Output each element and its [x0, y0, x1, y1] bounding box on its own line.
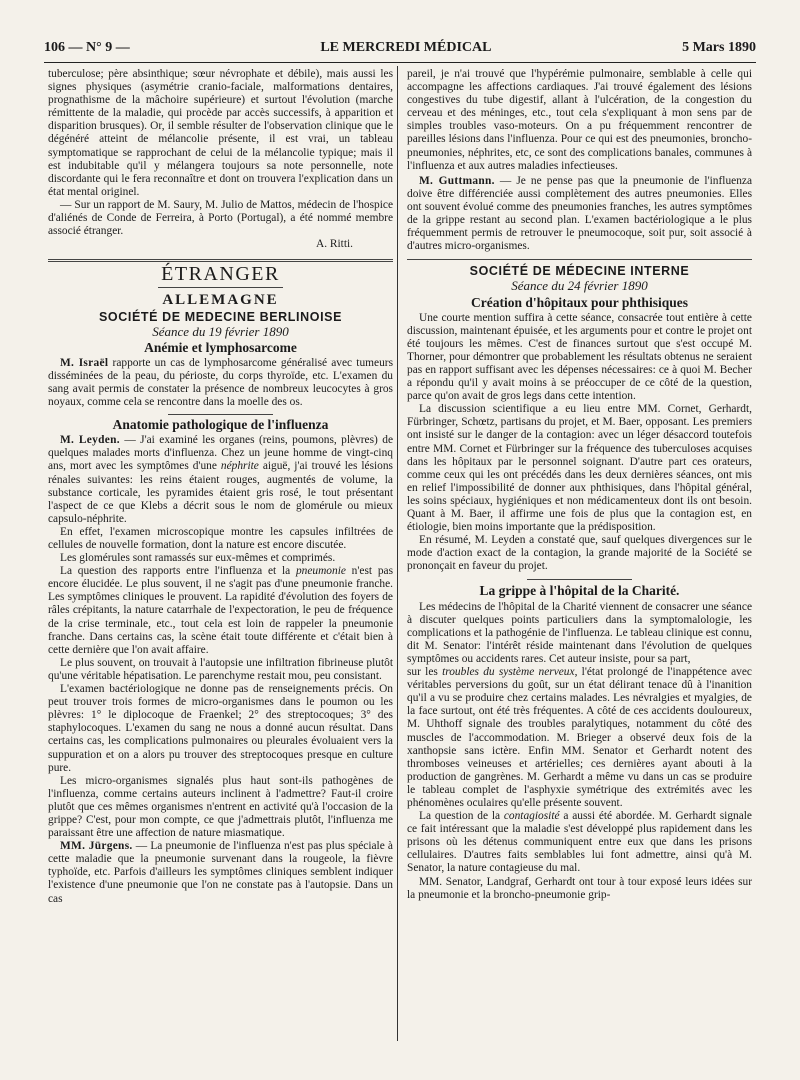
paragraph-text: aiguë, j'ai trouvé les lésions rénales suivantes: les reins étaient rouges, augmentés de volume, la substance corticale, les pyramides étaient gris rosé, le tout présentant l'aspect de ce que Klebs a décrit sous le nom de glomérule ou mieux capsulo-néphrite.: [48, 460, 393, 525]
left-column: [48, 68, 393, 906]
paragraph: Les médecins de l'hôpital de la Charité viennent de consacrer une séance à discuter quelques points particuliers dans la symptomalologie, les complications et la pathogénie de l'influenza. Le tableau clinique est connu, dit M. Senator: l'intérêt réside maintenant dans l'évolution de quelques symptômes ou accidents rares. Cet auteur insiste, pour sa part,: [407, 600, 752, 665]
paragraph: En résumé, M. Leyden a constaté que, sauf quelques divergences sur le mode d'action exact de la contagion, la grande majorité de la Société se prononçait en faveur du projet.: [407, 534, 752, 573]
paragraph: Le plus souvent, on trouvait à l'autopsie une infiltration fibrineuse plutôt qu'une véritable hépatisation. Le parenchyme restait mou, peu consistant.: [48, 656, 393, 682]
paragraph: — Sur un rapport de M. Saury, M. Julio de Mattos, médecin de l'hospice d'aliénés de Conde de Ferreira, à Porto (Portugal), a été nommé membre associé étranger.: [48, 198, 393, 238]
section-rule: [407, 259, 752, 260]
issue-date: 5 Mars 1890: [682, 40, 756, 55]
column-divider: [397, 66, 398, 1041]
article-title: La grippe à l'hôpital de la Charité.: [479, 583, 680, 599]
paragraph-text: La question des rapports entre l'influenza et la: [60, 565, 296, 578]
paragraph: pareil, je n'ai trouvé que l'hypérémie pulmonaire, semblable à celle qui accompagne les affections cardiaques. J'ai trouvé également des lésions congestives du tube digestif, allant à l'ulcération, de la congestion du cerveau et des méninges, etc., tout cela s'expliquant à mon sens par de simples troubles vaso-moteurs. On a pu fréquemment rencontrer de pareilles lésions dans l'influenza. Pour ce qui est des pneumonies, broncho-pneumonies, néphrites, etc, ce sont des complications banales, communes à l'influenza et aux autres maladies infectieuses.: [407, 68, 752, 172]
title-rule: [158, 287, 283, 288]
article-title: Anatomie pathologique de l'influenza: [112, 417, 329, 433]
paragraph: Les glomérules sont ramassés sur eux-mêmes et comprimés.: [60, 552, 336, 565]
right-column: [407, 68, 752, 902]
country-title: ALLEMAGNE: [162, 292, 279, 309]
running-head: [44, 40, 756, 62]
speaker-name: MM. Jürgens.: [60, 840, 133, 853]
session-date: Séance du 24 février 1890: [511, 278, 648, 294]
speaker-name: M. Leyden.: [60, 434, 120, 447]
paragraph: MM. Senator, Landgraf, Gerhardt ont tour à tour exposé leurs idées sur la pneumonie et la broncho-pneumonie grip-: [407, 875, 752, 901]
paragraph-text: sur les: [407, 666, 443, 679]
speaker-name: M. Israël: [60, 356, 109, 369]
paragraph-text: — Je ne pense pas que la pneumonie de l'influenza doive être différenciée aussi complètement des autres pneumonies. Elles ont souvent évolué comme des pneumonies franches, les autres symptômes de la grippe restant au second plan. L'examen bactériologique a le plus fréquemment permis de retrouver le pneumocoque, soit pur, soit associé à d'autres micro-organismes.: [407, 174, 753, 253]
paragraph: En effet, l'examen microscopique montre les capsules infiltrées de cellules de nouvelle formation, dont la nature est encore discutée.: [48, 525, 393, 551]
journal-title: LE MERCREDI MÉDICAL: [320, 40, 492, 55]
emphasis-text: troubles du système nerveux: [442, 666, 575, 679]
speaker-name: M. Guttmann.: [419, 174, 495, 187]
section-rule: [48, 259, 393, 262]
paragraph: L'examen bactériologique ne donne pas de renseignements précis. On peut trouver trois formes de micro-organismes dans le poumon ou les plèvres: 1° le diplocoque de Fraenkel; 2° des streptocoques; 3° des staphylocoques. L'examen du sang ne nous a donné aucun résultat. Dans certains cas, les complications pulmonaires ou pleurales évoluaient vers la suppuration et on a alors pu trouver des streptocoques presque en culture pure.: [48, 683, 393, 774]
paragraph-text: La question de la: [419, 810, 504, 823]
society-title: SOCIÉTÉ DE MÉDECINE INTERNE: [469, 264, 690, 279]
paragraph: tuberculose; père absinthique; sœur névrophate et débile), mais aussi les signes physiques (asymétrie cranio-faciale, malformations dentaires, prognathisme de la mâchoire supérieure) et surtout l'évolution (marche rémittente de la maladie, qui procède par accès successifs, à apparition et disparition brusques). Or, il semble résulter de l'observation clinique que le dégénéré atteint de mélancolie présente, il est vrai, un tableau symptomatique se rapprochant de celui de la mélancolie typique; mais il est indubitable qu'il y mélangera toujours sa note personnelle, note discordante qui le fera reconnaître et dont on trouvera l'explication dans un état mental originel.: [48, 68, 393, 198]
paragraph-text: — La pneumonie de l'influenza n'est pas plus spéciale à cette maladie que la pneumonie survenant dans la rougeole, la fièvre typhoïde, etc. Parfois d'ailleurs les symptômes cliniques semblent indiquer l'existence d'une pneumonie que l'on ne constate pas à l'autopsie. Dans un cas: [48, 840, 393, 905]
paragraph: Une courte mention suffira à cette séance, consacrée tout entière à cette discussion, maintenant épuisée, et les arguments pour et contre le projet ont été toujours les mêmes. C'est de finances surtout que s'est occupé M. Thorner, pour démontrer que probablement les résultats obtenus ne seraient pas en rapport suffisant avec les dépenses nécessaires: ce à quoi M. Becher a répondu qu'il y avait moins à se préoccuper de ce côté de la question, parce qu'on avait de gros legs dans cette intention.: [407, 311, 752, 403]
paragraph-text: , l'état prolongé de l'inappétence avec véritables perversions du goût, sur un état délirant tenace dû à l'inanition qu'il a vu se produire chez certains malades. Les névralgies et myalgies, de la face surtout, ont été très fréquentes. A côté de ces accidents douloureux, M. Uhthoff signale des troubles paralytiques, notamment du côté des muscles de l'accommodation. M. Brieger a observé deux fois de la xanthopsie sans ictère. Enfin MM. Senator et Gerhardt notent des thromboses veineuses et artérielles; ces dernières ayant abouti à la production de gangrènes. M. Gerhardt a même vu dans un cas se produire le tableau complet de l'asphyxie symétrique des extrémités avec les phénomènes oculaires qu'elle présente souvent.: [407, 666, 752, 809]
paragraph: Les micro-organismes signalés plus haut sont-ils pathogènes de l'influenza, comme certains auteurs inclinent à l'admettre? Faut-il croire plutôt que ces mêmes organismes n'entrent en activité qu'à l'occasion de la grippe? C'est, pour mon compte, ce que j'admettrais plutôt, l'influenza me paraissant être une affection de nature miasmatique.: [48, 774, 393, 840]
article-rule: [168, 414, 273, 415]
header-rule: [44, 62, 756, 63]
author-signature: A. Ritti.: [315, 238, 353, 251]
page-number: 106 — N° 9 —: [44, 40, 130, 55]
article-title: Anémie et lymphosarcome: [144, 339, 297, 355]
emphasis-text: contagiosité: [503, 810, 560, 823]
article-rule: [527, 579, 632, 580]
paragraph-text: a aussi été abordée. M. Gerhardt signale ce fait intéressant que la maladie s'est développé plus rapidement dans les prisons où les détenus communiquent entre eux que dans les prisons cellulaires. D'autres faits semblables lui font admettre, ainsi qu'à M. Senator, la nature contagieuse du mal.: [407, 810, 752, 875]
session-date: Séance du 19 février 1890: [152, 323, 289, 339]
emphasis-text: pneumonie: [295, 565, 346, 578]
society-title: SOCIÉTÉ DE MEDECINE BERLINOISE: [98, 309, 343, 324]
paragraph-text: n'est pas encore élucidée. Le plus souvent, il ne s'agit pas d'une pneumonie franche. Les symptômes cliniques le prouvent. La rapidité d'évolution des foyers de râles crépitants, la nature catarrhale de l'expectoration, le peu de fréquence de la crise terminale, etc., tout cela est loin de rappeler la pneumonie franche. Dans certains cas, la scène était toute différente et c'était bien à cette dernière que l'on avait affaire.: [48, 565, 394, 656]
article-title: Création d'hôpitaux pour phthisiques: [471, 294, 688, 310]
paragraph: La discussion scientifique a eu lieu entre MM. Cornet, Gerhardt, Fürbringer, Schœtz, partisans du projet, et M. Baer, opposant. Les premiers ont insisté sur le danger de la contagion: avec un léger désaccord toutefois entre MM. Cornet et Fürbringer sur la fréquence des tuberculoses acquises dans les hôpitaux par le personnel soignant. D'autre part ces orateurs, comme ceux qui les ont précédés dans les deux dernières séances, ont mis en relief l'impossibilité de donner aux phthisiques, dans l'hôpital général, les soins spéciaux, hygiéniques et non médicamenteux dont ils ont besoin. Quant à M. Baer, il affirme une fois de plus que la contagion est, en étiologie, bien moins importante que la prédisposition.: [407, 403, 752, 534]
section-title: ÉTRANGER: [161, 263, 280, 286]
emphasis-text: néphrite: [220, 460, 259, 473]
paragraph-text: rapporte un cas de lymphosarcome généralisé avec tumeurs disséminées de la peau, du périoste, du corps thyroïde, etc. L'examen du sang avait permis de constater la présence de nombreux leucocytes à gros noyaux, comme cela se rencontre dans la moelle des os.: [48, 356, 394, 409]
paragraph-text: — J'ai examiné les organes (reins, poumons, plèvres) de quelques malades morts d'influenza. Chez un jeune homme de vingt-cinq ans, mort avec les symptômes d'une: [48, 434, 394, 473]
